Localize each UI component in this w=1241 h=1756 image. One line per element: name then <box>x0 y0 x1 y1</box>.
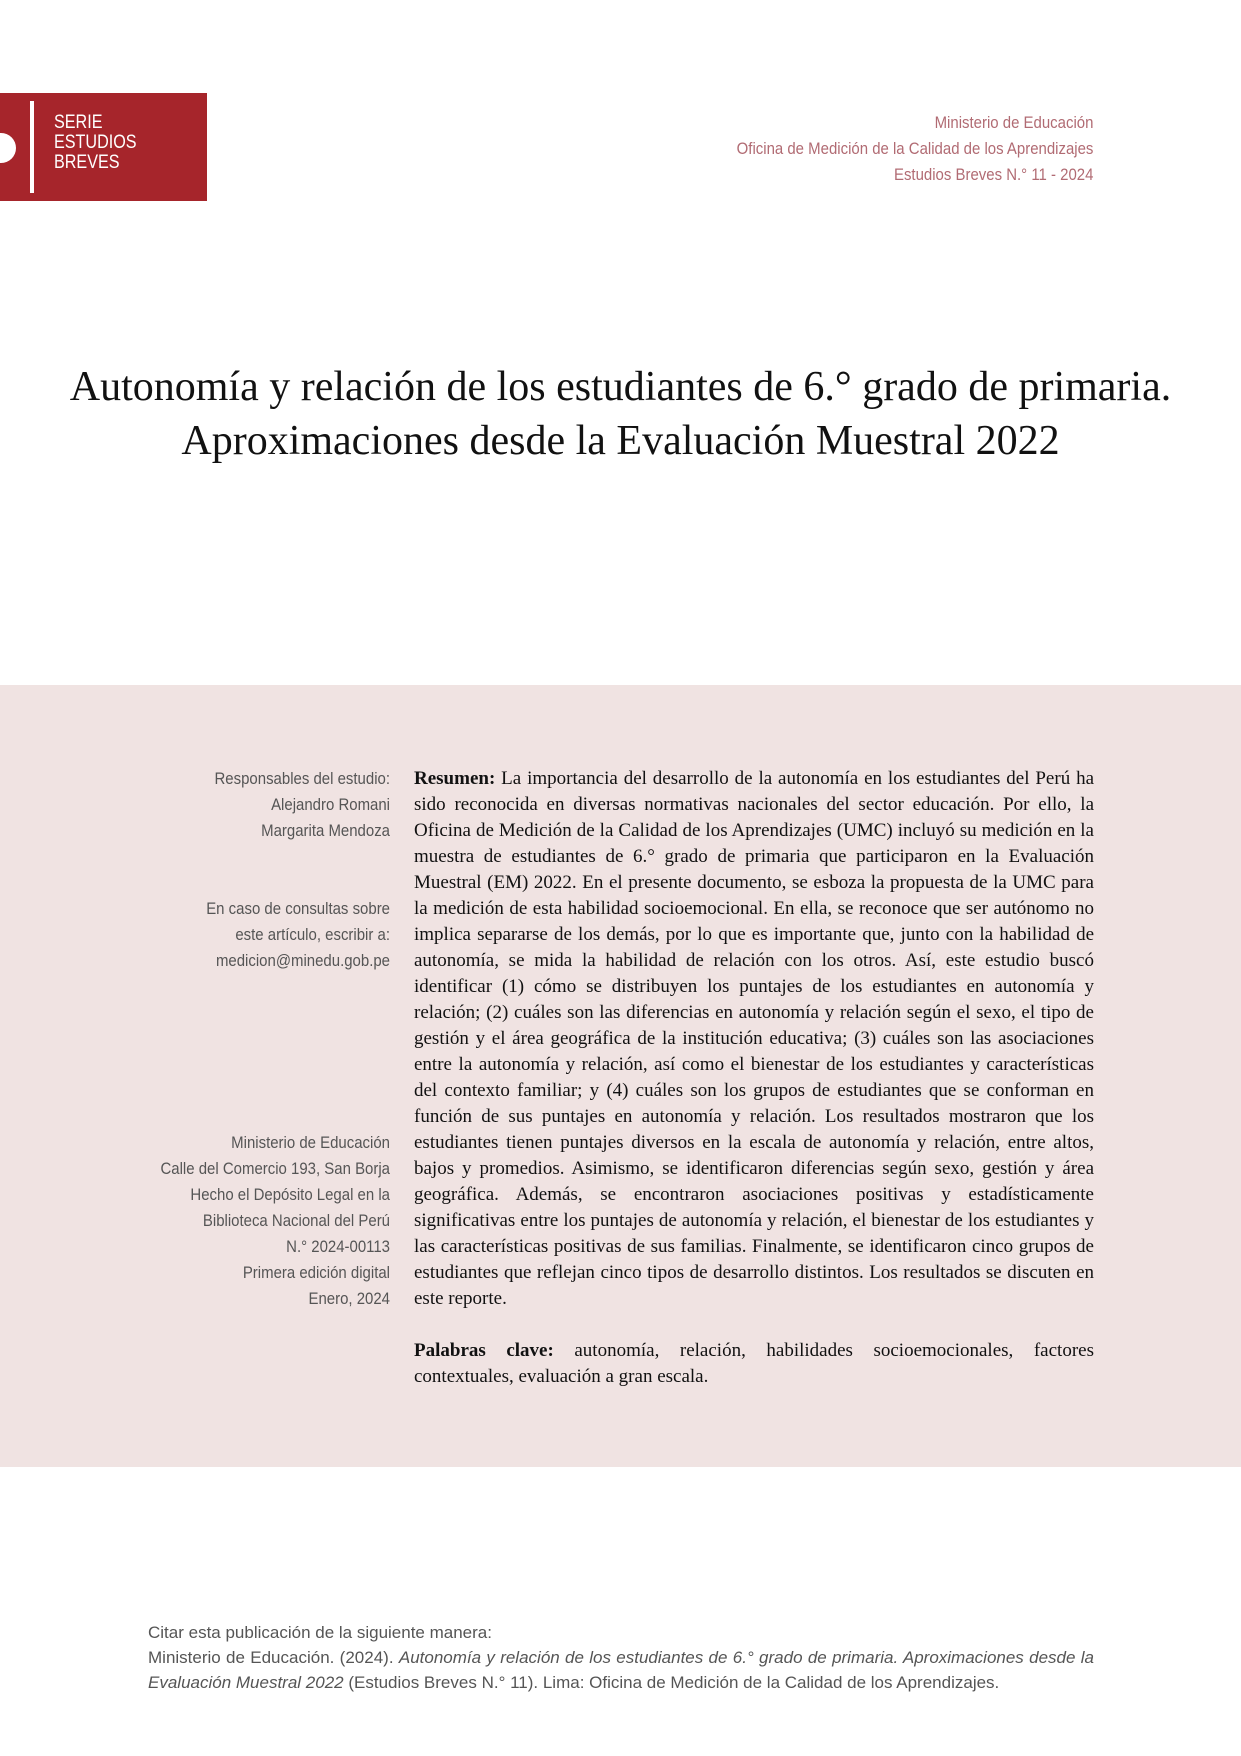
abstract <box>414 766 1094 1390</box>
publisher-header: Ministerio de Educación Oficina de Medición de la Calidad de los Aprendizajes Estudios Breves N.° 11 - 2024 <box>736 113 1093 184</box>
authors-block: Responsables del estudio: Alejandro Romani Margarita Mendoza <box>214 769 390 840</box>
publisher-block: Ministerio de Educación Calle del Comercio 193, San Borja Hecho el Depósito Legal en la Biblioteca Nacional del Perú N.° 2024-00113 Primera edición digital Enero, 2024 <box>160 1133 390 1308</box>
divider-bar <box>30 101 34 193</box>
circle-decoration <box>0 133 16 163</box>
series-label: SERIE ESTUDIOS BREVES <box>54 112 137 173</box>
abstract-paragraph: Resumen: La importancia del desarrollo de la autonomía en los estudiantes del Perú ha sido reconocida en diversas normativas nacionales del sector educación. Por ello, la Oficina de Medición de la Calidad de los Aprendizajes (UMC) incluyó su medición en la muestra de estudiantes de 6.° grado de primaria que participaron en la Evaluación Muestral (EM) 2022. En el presente documento, se esboza la propuesta de la UMC para la medición de esta habilidad socioemocional. En ella, se reconoce que ser autónomo no implica separarse de los demás, por lo que es importante que, junto con la habilidad de autonomía, se mida la habilidad de relación con los otros. Así, este estudio buscó identificar (1) cómo se distribuyen los puntajes de los estudiantes en autonomía y relación; (2) cuáles son las diferencias en autonomía y relación según el sexo, el tipo de gestión y el área geográfica de la institución educativa; (3) cuáles son las asociaciones entre la autonomía y relación, así como el bienestar de los estudiantes y características del contexto familiar; y (4) cuáles son los grupos de estudiantes que se conforman en función de sus puntajes en autonomía y relación. Los resultados mostraron que los estudiantes tienen puntajes diversos en la escala de autonomía y relación, entre altos, bajos y promedios. Asimismo, se identificaron diferencias según sexo, gestión y área geográfica. Además, se encontraron asociaciones positivas y estadísticamente significativas entre los puntajes de autonomía y relación, el bienestar de los estudiantes y las características positivas de sus familias. Finalmente, se identificaron cinco grupos de estudiantes que reflejan cinco tipos de desarrollo distintos. Los resultados se discuten en este reporte. <box>414 768 1095 1309</box>
citation: Citar esta publicación de la siguiente manera: Ministerio de Educación. (2024). Autonomía y relación de los estudiantes de 6.° grado de primaria. Aproximaciones desde la Evaluación Muestral 2022 (Estudios Breves N.° 11). Lima: Oficina de Medición de la Calidad de los Aprendizajes. <box>148 1620 1094 1695</box>
contact-block: En caso de consultas sobre este artículo, escribir a: medicion@minedu.gob.pe <box>126 896 390 974</box>
citation-reference: Ministerio de Educación. (2024). Autonomía y relación de los estudiantes de 6.° grado de primaria. Aproximaciones desde la Evaluación Muestral 2022 (Estudios Breves N.° 11). Lima: Oficina de Medición de la Calidad de los Aprendizajes. <box>148 1648 1094 1692</box>
series-badge <box>0 93 207 201</box>
keywords-paragraph: Palabras clave: autonomía, relación, habilidades socioemocionales, factores contextuales, evaluación a gran escala. <box>414 1340 1094 1387</box>
document-title: Autonomía y relación de los estudiantes de 6.° grado de primaria. Aproximaciones desde la Evaluación Muestral 2022 <box>69 364 1172 464</box>
contact-email[interactable]: medicion@minedu.gob.pe <box>215 951 390 970</box>
